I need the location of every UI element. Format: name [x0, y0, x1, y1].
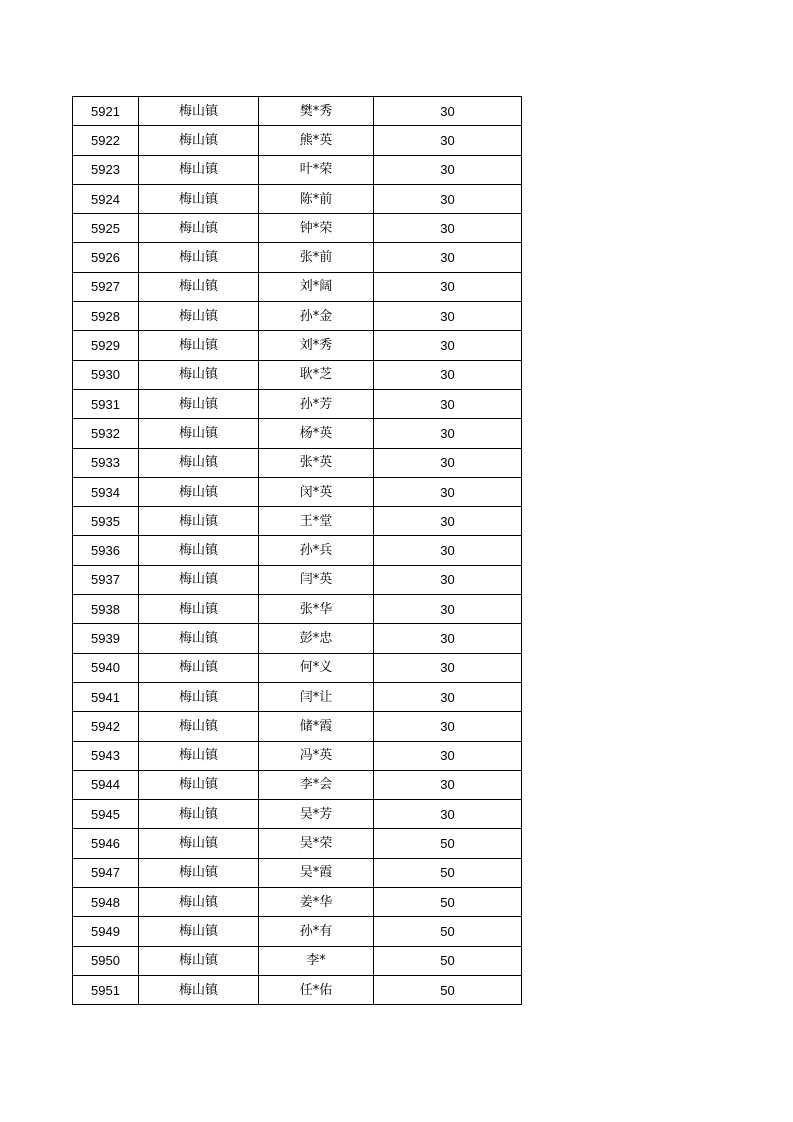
- cell-serial-number: 5924: [73, 184, 139, 213]
- table-row: [73, 448, 522, 477]
- cell-person-name: 吴*霞: [259, 858, 374, 887]
- cell-person-name: 张*前: [259, 243, 374, 272]
- cell-person-name: 张*英: [259, 448, 374, 477]
- table-row: [73, 126, 522, 155]
- cell-amount: 50: [374, 829, 522, 858]
- cell-amount: 30: [374, 741, 522, 770]
- table-row: [73, 595, 522, 624]
- cell-town: 梅山镇: [139, 682, 259, 711]
- cell-town: 梅山镇: [139, 975, 259, 1004]
- table-row: [73, 917, 522, 946]
- cell-serial-number: 5929: [73, 331, 139, 360]
- table-row: [73, 184, 522, 213]
- table-row: [73, 624, 522, 653]
- cell-amount: 30: [374, 770, 522, 799]
- cell-amount: 30: [374, 800, 522, 829]
- table-row: [73, 331, 522, 360]
- cell-person-name: 闫*让: [259, 682, 374, 711]
- cell-serial-number: 5927: [73, 272, 139, 301]
- cell-serial-number: 5941: [73, 682, 139, 711]
- cell-town: 梅山镇: [139, 829, 259, 858]
- cell-person-name: 储*霞: [259, 712, 374, 741]
- table-row: [73, 155, 522, 184]
- cell-person-name: 熊*英: [259, 126, 374, 155]
- cell-person-name: 孙*兵: [259, 536, 374, 565]
- cell-town: 梅山镇: [139, 565, 259, 594]
- cell-town: 梅山镇: [139, 858, 259, 887]
- cell-town: 梅山镇: [139, 97, 259, 126]
- cell-town: 梅山镇: [139, 155, 259, 184]
- cell-person-name: 何*义: [259, 653, 374, 682]
- cell-serial-number: 5928: [73, 302, 139, 331]
- cell-person-name: 樊*秀: [259, 97, 374, 126]
- cell-serial-number: 5932: [73, 419, 139, 448]
- table-row: [73, 946, 522, 975]
- cell-person-name: 孙*芳: [259, 389, 374, 418]
- table-row: [73, 712, 522, 741]
- cell-town: 梅山镇: [139, 477, 259, 506]
- data-table: [72, 96, 522, 1005]
- cell-town: 梅山镇: [139, 653, 259, 682]
- cell-amount: 30: [374, 565, 522, 594]
- cell-serial-number: 5945: [73, 800, 139, 829]
- cell-town: 梅山镇: [139, 243, 259, 272]
- cell-person-name: 陈*前: [259, 184, 374, 213]
- cell-person-name: 张*华: [259, 595, 374, 624]
- cell-serial-number: 5946: [73, 829, 139, 858]
- table-row: [73, 800, 522, 829]
- cell-serial-number: 5935: [73, 507, 139, 536]
- cell-town: 梅山镇: [139, 917, 259, 946]
- cell-amount: 30: [374, 126, 522, 155]
- cell-amount: 30: [374, 712, 522, 741]
- cell-person-name: 杨*英: [259, 419, 374, 448]
- cell-town: 梅山镇: [139, 712, 259, 741]
- cell-amount: 30: [374, 595, 522, 624]
- cell-amount: 30: [374, 331, 522, 360]
- table-row: [73, 770, 522, 799]
- cell-town: 梅山镇: [139, 126, 259, 155]
- cell-amount: 30: [374, 419, 522, 448]
- cell-town: 梅山镇: [139, 302, 259, 331]
- cell-person-name: 闵*英: [259, 477, 374, 506]
- cell-amount: 30: [374, 536, 522, 565]
- cell-person-name: 王*堂: [259, 507, 374, 536]
- cell-serial-number: 5938: [73, 595, 139, 624]
- table-row: [73, 272, 522, 301]
- table-row: [73, 97, 522, 126]
- cell-person-name: 刘*阔: [259, 272, 374, 301]
- cell-town: 梅山镇: [139, 595, 259, 624]
- cell-town: 梅山镇: [139, 419, 259, 448]
- table-row: [73, 653, 522, 682]
- table-row: [73, 477, 522, 506]
- cell-amount: 30: [374, 507, 522, 536]
- cell-amount: 30: [374, 97, 522, 126]
- cell-person-name: 叶*荣: [259, 155, 374, 184]
- cell-amount: 30: [374, 477, 522, 506]
- cell-person-name: 任*佑: [259, 975, 374, 1004]
- cell-serial-number: 5922: [73, 126, 139, 155]
- cell-amount: 50: [374, 946, 522, 975]
- table-body: [73, 97, 522, 1005]
- table-row: [73, 858, 522, 887]
- table-row: [73, 536, 522, 565]
- table-row: [73, 565, 522, 594]
- cell-serial-number: 5930: [73, 360, 139, 389]
- cell-person-name: 彭*忠: [259, 624, 374, 653]
- cell-serial-number: 5951: [73, 975, 139, 1004]
- cell-amount: 30: [374, 302, 522, 331]
- cell-serial-number: 5933: [73, 448, 139, 477]
- cell-serial-number: 5931: [73, 389, 139, 418]
- table-row: [73, 975, 522, 1004]
- cell-amount: 30: [374, 624, 522, 653]
- cell-amount: 50: [374, 917, 522, 946]
- cell-amount: 50: [374, 975, 522, 1004]
- cell-serial-number: 5939: [73, 624, 139, 653]
- cell-serial-number: 5944: [73, 770, 139, 799]
- cell-town: 梅山镇: [139, 800, 259, 829]
- table-row: [73, 389, 522, 418]
- table-row: [73, 888, 522, 917]
- table-row: [73, 741, 522, 770]
- cell-amount: 30: [374, 682, 522, 711]
- cell-person-name: 冯*英: [259, 741, 374, 770]
- cell-town: 梅山镇: [139, 331, 259, 360]
- cell-town: 梅山镇: [139, 389, 259, 418]
- table-row: [73, 829, 522, 858]
- cell-amount: 30: [374, 272, 522, 301]
- cell-person-name: 姜*华: [259, 888, 374, 917]
- cell-person-name: 闫*英: [259, 565, 374, 594]
- cell-serial-number: 5949: [73, 917, 139, 946]
- cell-serial-number: 5947: [73, 858, 139, 887]
- cell-amount: 30: [374, 214, 522, 243]
- cell-amount: 30: [374, 184, 522, 213]
- table-row: [73, 302, 522, 331]
- cell-town: 梅山镇: [139, 360, 259, 389]
- cell-serial-number: 5942: [73, 712, 139, 741]
- cell-town: 梅山镇: [139, 770, 259, 799]
- cell-person-name: 吴*芳: [259, 800, 374, 829]
- cell-serial-number: 5923: [73, 155, 139, 184]
- table-row: [73, 507, 522, 536]
- cell-serial-number: 5950: [73, 946, 139, 975]
- cell-serial-number: 5948: [73, 888, 139, 917]
- cell-amount: 50: [374, 888, 522, 917]
- table-row: [73, 682, 522, 711]
- cell-serial-number: 5943: [73, 741, 139, 770]
- cell-person-name: 耿*芝: [259, 360, 374, 389]
- cell-town: 梅山镇: [139, 448, 259, 477]
- cell-town: 梅山镇: [139, 272, 259, 301]
- cell-town: 梅山镇: [139, 536, 259, 565]
- cell-amount: 30: [374, 653, 522, 682]
- table-row: [73, 360, 522, 389]
- cell-town: 梅山镇: [139, 741, 259, 770]
- cell-serial-number: 5926: [73, 243, 139, 272]
- cell-person-name: 孙*金: [259, 302, 374, 331]
- cell-amount: 30: [374, 360, 522, 389]
- cell-amount: 30: [374, 155, 522, 184]
- cell-town: 梅山镇: [139, 184, 259, 213]
- cell-town: 梅山镇: [139, 946, 259, 975]
- cell-town: 梅山镇: [139, 214, 259, 243]
- table-row: [73, 419, 522, 448]
- cell-town: 梅山镇: [139, 624, 259, 653]
- cell-person-name: 孙*有: [259, 917, 374, 946]
- cell-serial-number: 5934: [73, 477, 139, 506]
- table-row: [73, 214, 522, 243]
- cell-serial-number: 5921: [73, 97, 139, 126]
- cell-person-name: 李*: [259, 946, 374, 975]
- cell-serial-number: 5936: [73, 536, 139, 565]
- cell-amount: 30: [374, 389, 522, 418]
- cell-town: 梅山镇: [139, 888, 259, 917]
- cell-person-name: 李*会: [259, 770, 374, 799]
- cell-person-name: 刘*秀: [259, 331, 374, 360]
- cell-amount: 30: [374, 448, 522, 477]
- cell-serial-number: 5937: [73, 565, 139, 594]
- table-row: [73, 243, 522, 272]
- cell-serial-number: 5940: [73, 653, 139, 682]
- cell-person-name: 吴*荣: [259, 829, 374, 858]
- cell-town: 梅山镇: [139, 507, 259, 536]
- cell-serial-number: 5925: [73, 214, 139, 243]
- cell-amount: 50: [374, 858, 522, 887]
- cell-person-name: 钟*荣: [259, 214, 374, 243]
- cell-amount: 30: [374, 243, 522, 272]
